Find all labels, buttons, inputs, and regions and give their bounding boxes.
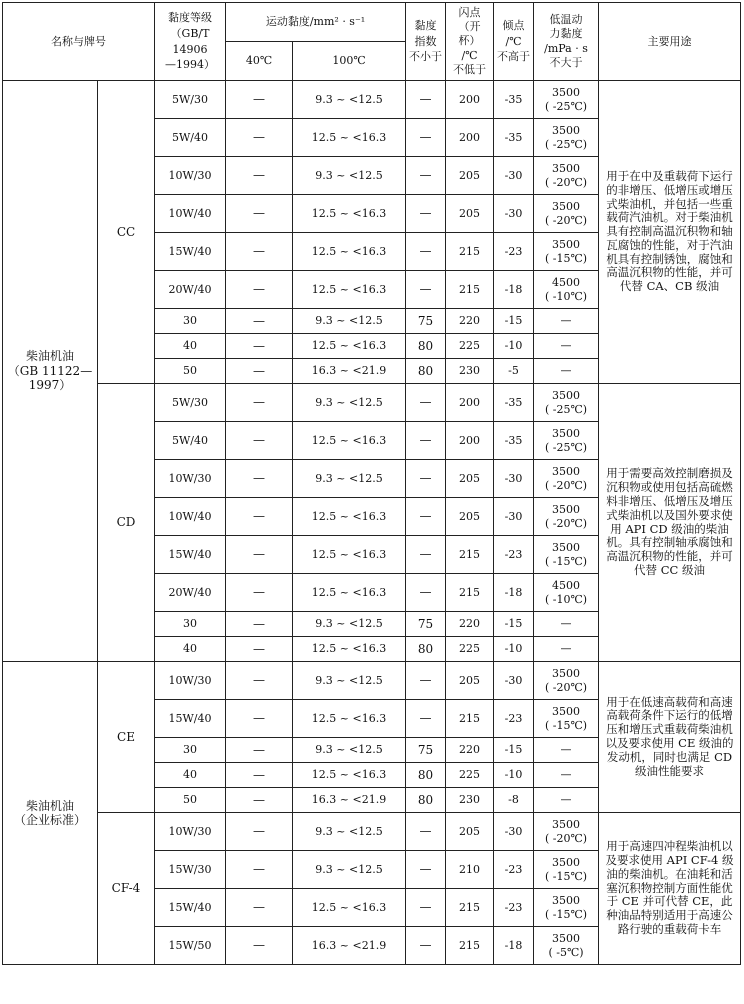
kin-visc-40c: —	[226, 700, 293, 738]
kin-visc-100c: 9.3 ~ <12.5	[293, 460, 406, 498]
pour-point: -30	[494, 813, 534, 851]
table-row	[3, 662, 741, 700]
viscosity-grade: 20W/40	[155, 574, 226, 612]
low-temp-viscosity: 3500 ( -25℃)	[534, 119, 599, 157]
flash-point: 215	[446, 536, 494, 574]
viscosity-index: —	[406, 498, 446, 536]
table-row	[3, 81, 741, 119]
viscosity-index: —	[406, 422, 446, 460]
viscosity-index: 80	[406, 637, 446, 662]
kin-visc-40c: —	[226, 498, 293, 536]
flash-point: 200	[446, 81, 494, 119]
pour-point: -18	[494, 574, 534, 612]
oil-category: 柴油机油 （GB 11122— 1997）	[3, 81, 98, 662]
viscosity-index: —	[406, 927, 446, 965]
header-viscosity-grade: 黏度等级 （GB/T 14906 —1994）	[155, 3, 226, 81]
viscosity-index: —	[406, 233, 446, 271]
viscosity-index: —	[406, 460, 446, 498]
flash-point: 200	[446, 119, 494, 157]
viscosity-grade: 30	[155, 309, 226, 334]
viscosity-grade: 40	[155, 334, 226, 359]
pour-point: -8	[494, 788, 534, 813]
pour-point: -23	[494, 233, 534, 271]
low-temp-viscosity: —	[534, 612, 599, 637]
kin-visc-40c: —	[226, 662, 293, 700]
viscosity-grade: 40	[155, 763, 226, 788]
kin-visc-100c: 9.3 ~ <12.5	[293, 662, 406, 700]
low-temp-viscosity: 3500 ( -20℃)	[534, 460, 599, 498]
kin-visc-40c: —	[226, 889, 293, 927]
header-main-use: 主要用途	[599, 3, 741, 81]
kin-visc-40c: —	[226, 422, 293, 460]
viscosity-index: 80	[406, 763, 446, 788]
low-temp-viscosity: —	[534, 309, 599, 334]
header-pour-point: 倾点 /℃ 不高于	[494, 3, 534, 81]
viscosity-grade: 15W/40	[155, 233, 226, 271]
viscosity-grade: 10W/30	[155, 662, 226, 700]
low-temp-viscosity: —	[534, 738, 599, 763]
kin-visc-100c: 12.5 ~ <16.3	[293, 889, 406, 927]
low-temp-viscosity: 3500 ( -25℃)	[534, 422, 599, 460]
pour-point: -10	[494, 637, 534, 662]
viscosity-index: —	[406, 195, 446, 233]
flash-point: 220	[446, 738, 494, 763]
low-temp-viscosity: 3500 ( -20℃)	[534, 195, 599, 233]
viscosity-grade: 5W/40	[155, 422, 226, 460]
pour-point: -15	[494, 738, 534, 763]
kin-visc-100c: 12.5 ~ <16.3	[293, 498, 406, 536]
kin-visc-100c: 16.3 ~ <21.9	[293, 788, 406, 813]
viscosity-grade: 10W/30	[155, 460, 226, 498]
kin-visc-100c: 12.5 ~ <16.3	[293, 195, 406, 233]
viscosity-grade: 15W/40	[155, 536, 226, 574]
low-temp-viscosity: —	[534, 788, 599, 813]
low-temp-viscosity: 3500 ( -5℃)	[534, 927, 599, 965]
viscosity-grade: 5W/30	[155, 81, 226, 119]
flash-point: 230	[446, 359, 494, 384]
kin-visc-100c: 9.3 ~ <12.5	[293, 738, 406, 763]
pour-point: -35	[494, 422, 534, 460]
table-row	[3, 384, 741, 422]
viscosity-index: —	[406, 889, 446, 927]
flash-point: 205	[446, 195, 494, 233]
pour-point: -23	[494, 536, 534, 574]
kin-visc-40c: —	[226, 788, 293, 813]
low-temp-viscosity: 3500 ( -20℃)	[534, 662, 599, 700]
kin-visc-40c: —	[226, 813, 293, 851]
flash-point: 225	[446, 637, 494, 662]
kin-visc-100c: 12.5 ~ <16.3	[293, 119, 406, 157]
low-temp-viscosity: 3500 ( -15℃)	[534, 851, 599, 889]
pour-point: -30	[494, 460, 534, 498]
flash-point: 225	[446, 334, 494, 359]
viscosity-grade: 10W/30	[155, 813, 226, 851]
pour-point: -10	[494, 763, 534, 788]
viscosity-index: —	[406, 662, 446, 700]
flash-point: 220	[446, 309, 494, 334]
flash-point: 215	[446, 271, 494, 309]
viscosity-grade: 15W/40	[155, 700, 226, 738]
kin-visc-40c: —	[226, 851, 293, 889]
kin-visc-40c: —	[226, 359, 293, 384]
viscosity-index: —	[406, 384, 446, 422]
spec-table-body	[3, 81, 741, 965]
table-row	[3, 813, 741, 851]
main-use-text: 用于在低速高载荷和高速高载荷条件下运行的低增压和增压式重载荷柴油机以及要求使用 CE 级油的发动机，同时也满足 CD 级油性能要求	[599, 662, 741, 813]
pour-point: -15	[494, 612, 534, 637]
viscosity-index: —	[406, 700, 446, 738]
viscosity-grade: 30	[155, 612, 226, 637]
kin-visc-40c: —	[226, 384, 293, 422]
viscosity-grade: 15W/40	[155, 889, 226, 927]
kin-visc-40c: —	[226, 574, 293, 612]
viscosity-grade: 5W/30	[155, 384, 226, 422]
pour-point: -35	[494, 81, 534, 119]
kin-visc-100c: 9.3 ~ <12.5	[293, 813, 406, 851]
viscosity-grade: 15W/30	[155, 851, 226, 889]
main-use-text: 用于需要高效控制磨损及沉积物或使用包括高硫燃料非增压、低增压及增压式柴油机以及国外要求使用 API CD 级油的柴油机。具有控制轴承腐蚀和高温沉积物的性能，并可代替 CC 级油	[599, 384, 741, 662]
kin-visc-40c: —	[226, 763, 293, 788]
kin-visc-100c: 12.5 ~ <16.3	[293, 536, 406, 574]
viscosity-grade: 30	[155, 738, 226, 763]
main-use-text: 用于在中及重载荷下运行的非增压、低增压或增压式柴油机，并包括一些重载荷汽油机。对于柴油机具有控制高温沉积物和轴瓦腐蚀的性能，对于汽油机具有控制锈蚀，腐蚀和高温沉积物的性能，并可代替 CA、CB 级油	[599, 81, 741, 384]
kin-visc-100c: 9.3 ~ <12.5	[293, 157, 406, 195]
viscosity-grade: 50	[155, 788, 226, 813]
flash-point: 205	[446, 157, 494, 195]
kin-visc-100c: 12.5 ~ <16.3	[293, 763, 406, 788]
kin-visc-40c: —	[226, 460, 293, 498]
kin-visc-40c: —	[226, 271, 293, 309]
grade-code: CD	[98, 384, 155, 662]
flash-point: 210	[446, 851, 494, 889]
viscosity-index: 80	[406, 334, 446, 359]
pour-point: -23	[494, 851, 534, 889]
kin-visc-40c: —	[226, 195, 293, 233]
viscosity-grade: 5W/40	[155, 119, 226, 157]
flash-point: 205	[446, 498, 494, 536]
viscosity-index: 75	[406, 309, 446, 334]
pour-point: -23	[494, 889, 534, 927]
kin-visc-100c: 12.5 ~ <16.3	[293, 334, 406, 359]
grade-code: CF-4	[98, 813, 155, 965]
header-flash-point: 闪点 （开杯） /℃ 不低于	[446, 3, 494, 81]
header-100c: 100℃	[293, 42, 406, 81]
kin-visc-40c: —	[226, 637, 293, 662]
viscosity-index: 75	[406, 738, 446, 763]
kin-visc-100c: 12.5 ~ <16.3	[293, 422, 406, 460]
flash-point: 230	[446, 788, 494, 813]
kin-visc-40c: —	[226, 309, 293, 334]
flash-point: 215	[446, 233, 494, 271]
viscosity-index: 80	[406, 359, 446, 384]
pour-point: -18	[494, 271, 534, 309]
kin-visc-100c: 16.3 ~ <21.9	[293, 927, 406, 965]
pour-point: -10	[494, 334, 534, 359]
viscosity-index: 80	[406, 788, 446, 813]
flash-point: 205	[446, 662, 494, 700]
viscosity-grade: 15W/50	[155, 927, 226, 965]
kin-visc-100c: 12.5 ~ <16.3	[293, 637, 406, 662]
grade-code: CE	[98, 662, 155, 813]
kin-visc-100c: 12.5 ~ <16.3	[293, 574, 406, 612]
flash-point: 215	[446, 574, 494, 612]
low-temp-viscosity: 4500 ( -10℃)	[534, 574, 599, 612]
pour-point: -15	[494, 309, 534, 334]
kin-visc-40c: —	[226, 536, 293, 574]
pour-point: -30	[494, 498, 534, 536]
low-temp-viscosity: 3500 ( -20℃)	[534, 813, 599, 851]
low-temp-viscosity: —	[534, 359, 599, 384]
viscosity-index: —	[406, 119, 446, 157]
kin-visc-100c: 12.5 ~ <16.3	[293, 271, 406, 309]
low-temp-viscosity: 3500 ( -15℃)	[534, 536, 599, 574]
pour-point: -23	[494, 700, 534, 738]
flash-point: 200	[446, 422, 494, 460]
kin-visc-40c: —	[226, 157, 293, 195]
kin-visc-40c: —	[226, 81, 293, 119]
grade-code: CC	[98, 81, 155, 384]
viscosity-grade: 10W/30	[155, 157, 226, 195]
kin-visc-100c: 9.3 ~ <12.5	[293, 309, 406, 334]
pour-point: -35	[494, 384, 534, 422]
kin-visc-100c: 12.5 ~ <16.3	[293, 233, 406, 271]
kin-visc-100c: 9.3 ~ <12.5	[293, 384, 406, 422]
kin-visc-100c: 9.3 ~ <12.5	[293, 851, 406, 889]
flash-point: 200	[446, 384, 494, 422]
kin-visc-40c: —	[226, 738, 293, 763]
kin-visc-100c: 9.3 ~ <12.5	[293, 81, 406, 119]
pour-point: -30	[494, 662, 534, 700]
viscosity-grade: 20W/40	[155, 271, 226, 309]
pour-point: -35	[494, 119, 534, 157]
viscosity-index: 75	[406, 612, 446, 637]
low-temp-viscosity: 3500 ( -25℃)	[534, 81, 599, 119]
viscosity-index: —	[406, 81, 446, 119]
pour-point: -5	[494, 359, 534, 384]
kin-visc-40c: —	[226, 927, 293, 965]
viscosity-index: —	[406, 813, 446, 851]
kin-visc-40c: —	[226, 233, 293, 271]
flash-point: 225	[446, 763, 494, 788]
pour-point: -18	[494, 927, 534, 965]
flash-point: 215	[446, 889, 494, 927]
viscosity-grade: 40	[155, 637, 226, 662]
diesel-oil-spec-table	[2, 2, 741, 965]
low-temp-viscosity: 3500 ( -20℃)	[534, 157, 599, 195]
pour-point: -30	[494, 195, 534, 233]
kin-visc-100c: 12.5 ~ <16.3	[293, 700, 406, 738]
flash-point: 220	[446, 612, 494, 637]
low-temp-viscosity: 3500 ( -15℃)	[534, 700, 599, 738]
flash-point: 205	[446, 813, 494, 851]
flash-point: 215	[446, 927, 494, 965]
kin-visc-40c: —	[226, 334, 293, 359]
viscosity-index: —	[406, 271, 446, 309]
flash-point: 205	[446, 460, 494, 498]
low-temp-viscosity: —	[534, 637, 599, 662]
viscosity-grade: 10W/40	[155, 498, 226, 536]
viscosity-index: —	[406, 157, 446, 195]
header-low-temp-viscosity: 低温动 力黏度 /mPa · s 不大于	[534, 3, 599, 81]
low-temp-viscosity: 3500 ( -20℃)	[534, 498, 599, 536]
low-temp-viscosity: 3500 ( -15℃)	[534, 889, 599, 927]
kin-visc-100c: 16.3 ~ <21.9	[293, 359, 406, 384]
low-temp-viscosity: —	[534, 334, 599, 359]
viscosity-index: —	[406, 574, 446, 612]
header-40c: 40℃	[226, 42, 293, 81]
header-kinematic-viscosity: 运动黏度/mm² · s⁻¹	[226, 3, 406, 42]
flash-point: 215	[446, 700, 494, 738]
viscosity-index: —	[406, 851, 446, 889]
low-temp-viscosity: 4500 ( -10℃)	[534, 271, 599, 309]
kin-visc-40c: —	[226, 119, 293, 157]
kin-visc-100c: 9.3 ~ <12.5	[293, 612, 406, 637]
kin-visc-40c: —	[226, 612, 293, 637]
header-name-grade: 名称与牌号	[3, 3, 155, 81]
viscosity-grade: 50	[155, 359, 226, 384]
main-use-text: 用于高速四冲程柴油机以及要求使用 API CF-4 级油的柴油机。在油耗和活塞沉积物控制方面性能优于 CE 并可代替 CE，此种油品特别适用于高速公路行驶的重载荷卡车	[599, 813, 741, 965]
header-viscosity-index: 黏度 指数 不小于	[406, 3, 446, 81]
viscosity-index: —	[406, 536, 446, 574]
oil-category: 柴油机油 （企业标准）	[3, 662, 98, 965]
low-temp-viscosity: —	[534, 763, 599, 788]
viscosity-grade: 10W/40	[155, 195, 226, 233]
pour-point: -30	[494, 157, 534, 195]
low-temp-viscosity: 3500 ( -25℃)	[534, 384, 599, 422]
low-temp-viscosity: 3500 ( -15℃)	[534, 233, 599, 271]
